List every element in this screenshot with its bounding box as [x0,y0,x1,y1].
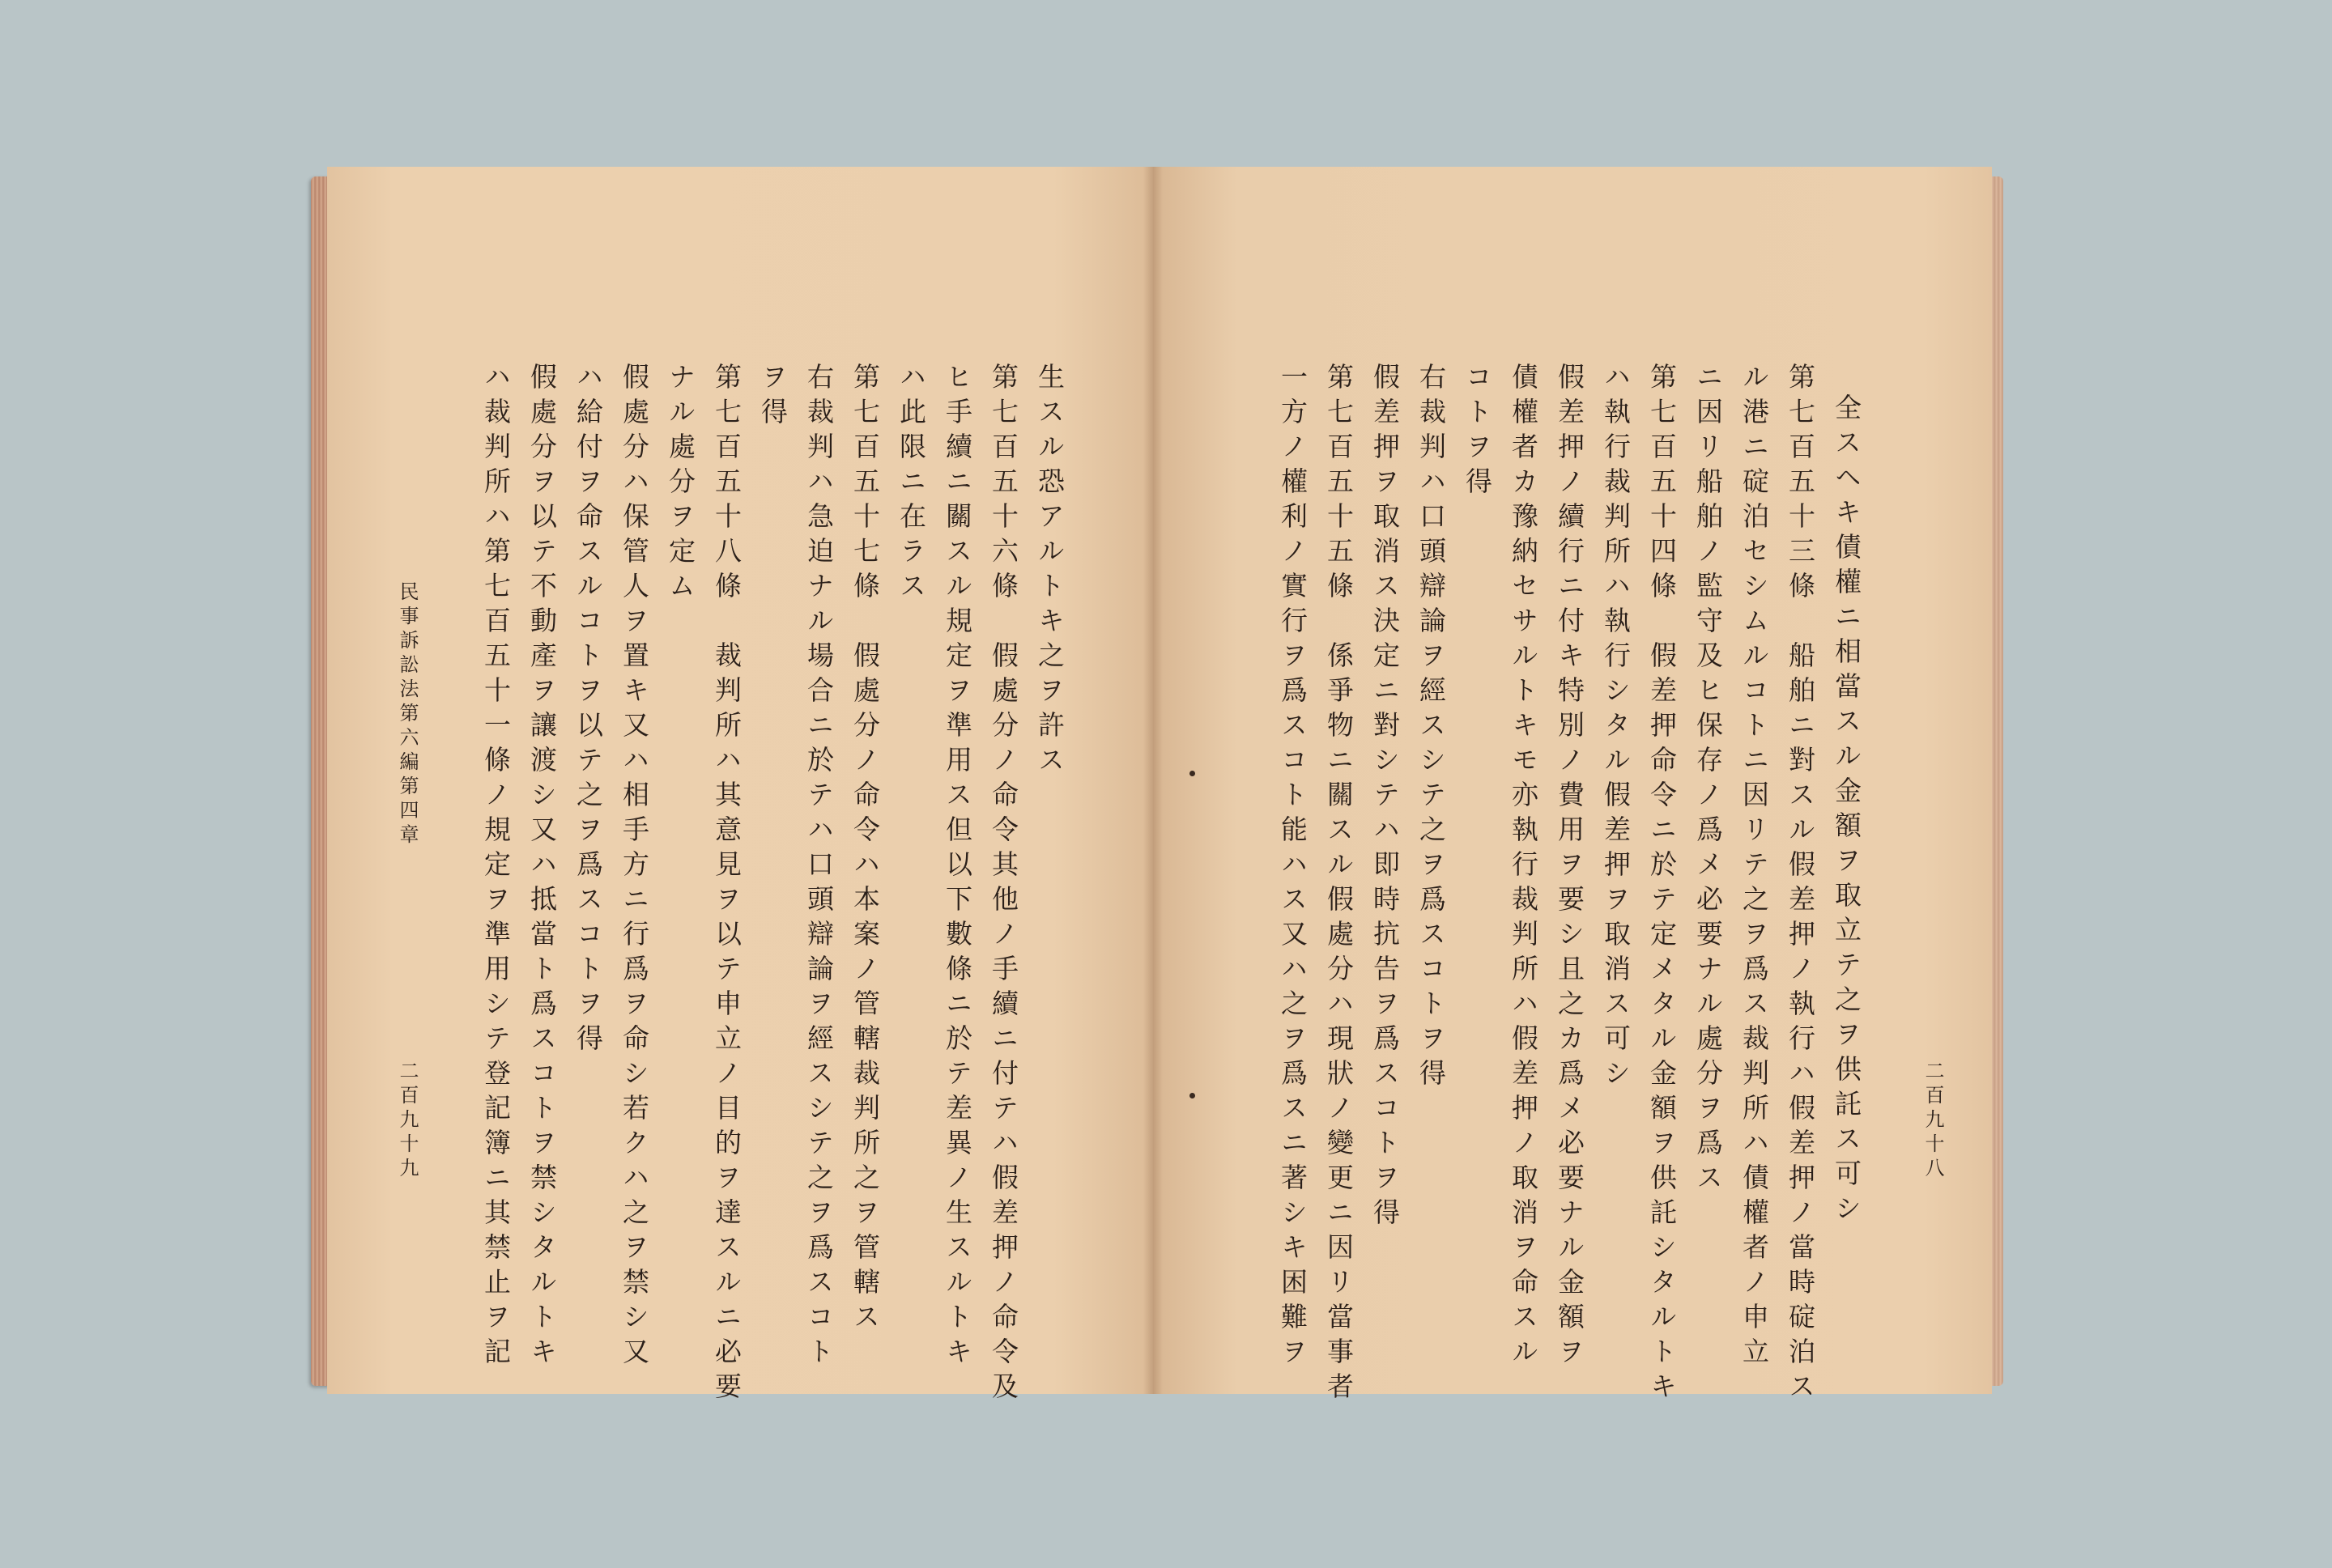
left-page-number: 二百九十九 [396,1060,419,1182]
left-line-11: ハ給付ヲ命スルコトヲ以テ之ヲ爲スコトヲ得 [572,363,604,1059]
left-line-4: ハ此限ニ在ラス [896,363,927,606]
right-line-4: ニ因リ船舶ノ監守及ヒ保存ノ爲メ必要ナル處分ヲ爲ス [1692,363,1724,1198]
binding-hole [1189,1093,1195,1098]
left-line-10: 假處分ハ保管人ヲ置キ又ハ相手方ニ行爲ヲ命シ若クハ之ヲ禁シ又 [619,363,650,1372]
right-line-5: 第七百五十四條 假差押命令ニ於テ定メタル金額ヲ供託シタルトキ [1646,363,1678,1407]
left-line-13: ハ裁判所ハ第七百五十一條ノ規定ヲ準用シテ登記簿ニ其禁止ヲ記 [480,363,512,1372]
right-line-11: 假差押ヲ取消ス決定ニ對シテハ即時抗告ヲ爲スコトヲ得 [1369,363,1401,1233]
left-line-3: ヒ手續ニ關スル規定ヲ準用ス但以下數條ニ於テ差異ノ生スルトキ [942,363,973,1372]
right-line-8: 債權者カ豫納セサルトキモ亦執行裁判所ハ假差押ノ取消ヲ命スル [1508,363,1539,1372]
left-line-5: 第七百五十七條 假處分ノ命令ハ本案ノ管轄裁判所之ヲ管轄ス [849,363,881,1337]
right-line-2: 第七百五十三條 船舶ニ對スル假差押ノ執行ハ假差押ノ當時碇泊ス [1785,363,1816,1407]
left-line-12: 假處分ヲ以テ不動產ヲ讓渡シ又ハ抵當ト爲スコトヲ禁シタルトキ [526,363,558,1372]
right-page-number: 二百九十八 [1921,1060,1944,1182]
left-line-2: 第七百五十六條 假處分ノ命令其他ノ手續ニ付テハ假差押ノ命令及 [988,363,1019,1407]
right-line-1: 全スヘキ債權ニ相當スル金額ヲ取立テ之ヲ供託ス可シ [1831,393,1862,1229]
right-line-12: 第七百五十五條 係爭物ニ關スル假處分ハ現狀ノ變更ニ因リ當事者 [1323,363,1355,1407]
left-line-1: 生スル恐アルトキ之ヲ許ス [1034,363,1066,780]
right-line-6: ハ執行裁判所ハ執行シタル假差押ヲ取消ス可シ [1600,363,1632,1094]
left-page [327,167,1153,1407]
right-page [1153,167,1992,1407]
right-line-10: 右裁判ハ口頭辯論ヲ經スシテ之ヲ爲スコトヲ得 [1415,363,1447,1094]
left-line-9: ナル處分ヲ定ム [665,363,696,606]
spine-fold [1143,167,1163,1394]
right-line-3: ル港ニ碇泊セシムルコトニ因リテ之ヲ爲ス裁判所ハ債權者ノ申立 [1738,363,1770,1372]
page-edges-right [1990,176,2003,1386]
open-book [311,162,2003,1407]
right-line-7: 假差押ノ續行ニ付キ特別ノ費用ヲ要シ且之カ爲メ必要ナル金額ヲ [1554,363,1585,1372]
right-line-13: 一方ノ權利ノ實行ヲ爲スコト能ハス又ハ之ヲ爲スニ著シキ困難ヲ [1277,363,1309,1372]
right-line-9: コトヲ得 [1462,363,1493,502]
left-line-8: 第七百五十八條 裁判所ハ其意見ヲ以テ申立ノ目的ヲ達スルニ必要 [711,363,743,1407]
left-page-header: 民事訴訟法第六編第四章 [396,581,419,848]
left-line-7: ヲ得 [757,363,789,432]
binding-hole [1189,771,1195,776]
left-line-6: 右裁判ハ急迫ナル場合ニ於テハ口頭辯論ヲ經スシテ之ヲ爲スコト [803,363,835,1372]
